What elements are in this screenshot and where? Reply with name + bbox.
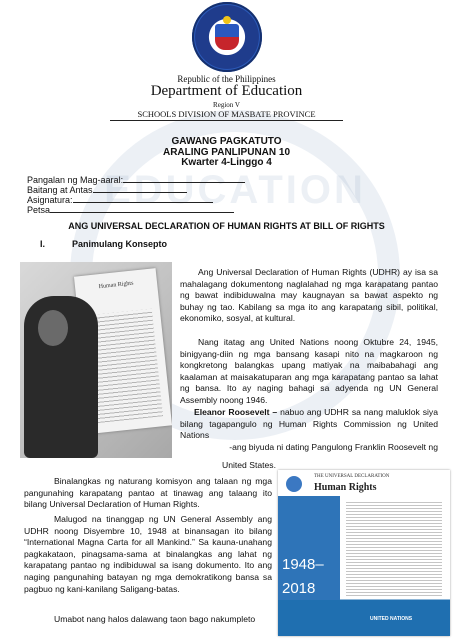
- cover-org: UNITED NATIONS: [370, 616, 413, 622]
- paragraph-un-founding: Nang itatag ang United Nations noong Oktubre 24, 1945, binigyang-diin ng mga bansang kasapi nito na magkaroon ng kongkretong balangkas upang matiyak na maibabahagi ang kaalaman at maisakatuparan ang mga karapatang pantao sa lahat ng bansa. Ito ay naging bahagi sa adyenda ng UN General Assembly noong 1946.: [180, 337, 438, 405]
- seal-sun-icon: [223, 16, 231, 24]
- paragraph-drafting: Umabot nang halos dalawang taon bago nakumpleto: [54, 614, 256, 624]
- paragraph-eleanor: [180, 407, 438, 442]
- doc-subject: ARALING PANLIPUNAN 10: [162, 147, 291, 158]
- section-heading: Panimulang Konsepto: [72, 239, 168, 249]
- deped-seal-icon: [192, 2, 262, 72]
- person-figure: [24, 296, 98, 458]
- paragraph-widow: -ang biyuda ni dating Pangulong Franklin Roosevelt ng: [229, 442, 438, 452]
- doc-title: GAWANG PAGKATUTO: [171, 136, 282, 147]
- doc-quarter: Kwarter 4-Linggo 4: [181, 157, 272, 168]
- cover-title: Human Rights: [314, 482, 377, 493]
- date-blank[interactable]: [50, 204, 234, 213]
- header-region: Region V: [213, 101, 240, 109]
- date-field[interactable]: [27, 204, 234, 215]
- section-number: I.: [40, 239, 46, 249]
- name-label: Pangalan ng Mag-aaral:: [27, 175, 124, 185]
- section-title: ANG UNIVERSAL DECLARATION OF HUMAN RIGHTS AT BILL OF RIGHTS: [68, 221, 385, 231]
- header-divider: [110, 120, 343, 121]
- watermark-text: EDUCATION: [104, 168, 366, 212]
- grade-blank[interactable]: [93, 184, 187, 193]
- seal-shield-icon: [215, 24, 239, 50]
- person-head: [38, 310, 68, 346]
- grade-label: Baitang at Antas: [27, 185, 93, 195]
- cover-year-start: 1948–: [282, 556, 324, 573]
- un-emblem-icon: [286, 476, 302, 492]
- cover-text-block: [346, 500, 442, 596]
- eleanor-name: Eleanor Roosevelt –: [194, 407, 278, 417]
- header-department: Department of Education: [150, 83, 303, 99]
- subject-blank[interactable]: [73, 194, 213, 203]
- paragraph-udhr-intro: Ang Universal Declaration of Human Rights (UDHR) ay isa sa mahalagang dokumentong naglalahad ng mga karapatang pantao ng bawat indibiduwalna may kaugnayan sa bawat aspekto ng buhay ng tao. Kabilang sa mga ito ang karapatang sibil, politikal, ekonomiko, sosyal, at kultural.: [180, 267, 438, 324]
- cover-top-text: THE UNIVERSAL DECLARATION: [314, 474, 390, 479]
- header-republic: Republic of the Philippines: [177, 74, 276, 84]
- name-blank[interactable]: [123, 174, 245, 183]
- udhr-cover-image: [278, 470, 450, 636]
- paragraph-us: United States.: [222, 460, 276, 470]
- poster-title: Human Rights: [98, 280, 134, 291]
- cover-year-end: 2018: [282, 580, 316, 597]
- eleanor-roosevelt-photo: [20, 262, 172, 458]
- eleanor-text: nabuo ang UDHR sa nang maluklok siya bilang tagapangulo ng Human Rights Commission ng United Nations: [180, 407, 438, 441]
- paragraph-general-assembly: Malugod na tinanggap ng UN General Assembly ang UDHR noong Disyembre 10, 1948 at binansagan ito bilang “International Magna Carta for all Mankind.” Sa kauna-unahang pagkakataon, pinagsama-sama at binalangkas ang lahat ng karapatang pantao ng indibiduwal sa isang dokumento. Ito ang naging pangunahing batayan ng mga demokratikong bansa sa pagbuo ng kani-kanilang Saligang-batas.: [24, 514, 272, 594]
- header-division: SCHOOLS DIVISION OF MASBATE PROVINCE: [137, 109, 316, 119]
- subject-label: Asignatura:: [27, 195, 73, 205]
- paragraph-commission: Binalangkas ng naturang komisyon ang talaan ng mga pangunahing karapatang pantao at tinawag ang talaang ito bilang Universal Declaration of Human Rights.: [24, 476, 272, 510]
- date-label: Petsa: [27, 205, 51, 215]
